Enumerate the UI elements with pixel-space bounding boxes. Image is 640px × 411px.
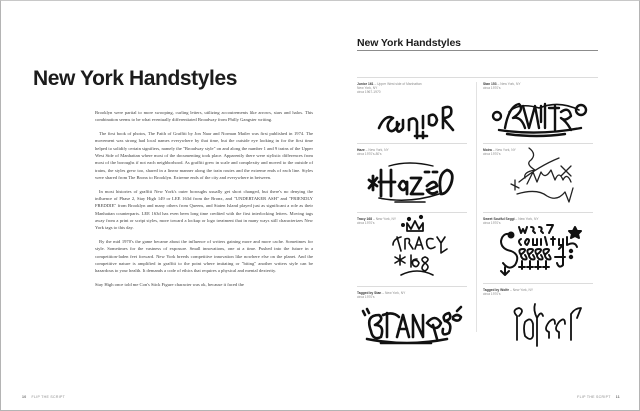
body-text (95, 109, 313, 295)
entry-rule (483, 212, 593, 213)
handstyle-tag-image (357, 303, 467, 347)
caption: Tagged by Stan – New York, NY circa 1970's (357, 291, 406, 300)
caption: Moira – New York, NY circa 1970's (483, 148, 516, 157)
paragraph: In most histories of graffiti New York's outer boroughs usually get short changed, but there's no denying the influence of Phase 2, Stay High 149 or LEE 163d from the Bronx, and "UNDERTAKER ASH" and "FRIENDLY FREDDIE" from Brooklyn and many others from Queens, and Staten Island played just as significant a role as their Manhattan counterparts. LEE 163d has even been long time credited with the first interlocking letters. Moving tags away from a print or script styles, more toward a lockup or logo treatment that in many ways still characterizes New York tags to this day. (95, 188, 313, 231)
column-divider (476, 82, 477, 332)
divider (357, 77, 598, 78)
paragraph: By the mid 1970's the game became about the influence of writers gaining more and more cache. Sometimes for style. Sometimes for the vastness of exposure. Small innovations, one at a time. Pushed into the future in a competition-laden feet forward. New York breeds competitive innovation like nowhere else on the planet. And the competitive nature is amplified in graffiti to the point where imitating or "biting" another writers style can be hazardous to your health. It demands a code of ethics that requires a physical and mental dexterity. (95, 238, 313, 274)
caption: Junior 161 – Upper West side of Manhattan New York, NY circa 1967-1970 (357, 82, 422, 95)
tag-entry (357, 148, 467, 156)
tag-entry (483, 217, 593, 225)
tag-entry (357, 291, 467, 299)
handstyle-tag-image (503, 144, 583, 208)
running-head: FLIP THE SCRIPT (577, 395, 611, 399)
handstyle-tag-image (509, 298, 589, 350)
caption: Haze – New York, NY circa 1970's-80's (357, 148, 389, 157)
tag-entry (483, 82, 593, 90)
handstyle-tag-image (489, 92, 594, 140)
caption: Tracy 168 – New York, NY circa 1970's (357, 217, 397, 226)
title-rule (357, 50, 598, 51)
tag-entry (483, 288, 593, 296)
section-title: New York Handstyles (357, 37, 461, 49)
caption: Tagged by Wolfe – New York, NY circa 1970's (483, 288, 534, 297)
paragraph: Brooklyn were partial to more swooping, curling letters, utilizing accoutrements like arrows, stars and halos. This combination seems to be what eventually differentiated Broadway from Philly Gangster writing. (95, 110, 313, 123)
entry-rule (357, 286, 467, 287)
page-number: 10 (22, 395, 27, 399)
caption: Stan 153 – New York, NY circa 1970's (483, 82, 521, 91)
entry-rule (483, 283, 593, 284)
folio-left (22, 395, 65, 399)
handstyle-tag-image (381, 211, 461, 281)
running-head: FLIP THE SCRIPT (31, 395, 66, 399)
paragraph: Stay High once told me Con's Stick Figure character was ok, because it faced the (95, 281, 244, 287)
left-page (1, 1, 321, 410)
entry-rule (357, 143, 467, 144)
handstyle-tag-image (495, 221, 587, 279)
right-page (321, 1, 640, 410)
tag-entry (483, 148, 593, 156)
page-number: 11 (615, 395, 620, 399)
tag-entry (357, 82, 467, 95)
caption: Sweet Soulful Seggi – New York, NY circa 1970's (483, 217, 539, 226)
handstyle-tag-image (375, 94, 470, 142)
tag-entry (357, 217, 467, 225)
paragraph: The first book of photos, The Faith of Graffiti by Jon Naar and Norman Mailer was first published in 1974. The movement was strong had local names everywhere by that time, but the outside eye looking in for the first time helped to solidify certain signifiers, namely the "Broadway style" on and along the number 1 and 9 trains of the Upper West Side of Manhattan where most of the documenting took place. Apparently there were stylistic differences from most of the boroughs if not each neighborhood. As graffiti grew in scale and complexity and moved to the outside of trains, the styles grew too, shared in a linear manner along the train routes and the extreme ends of each line. Styles were shared from The Bronx to Brooklyn. Extreme ends of the city and everywhere in between. (95, 131, 313, 180)
handstyle-tag-image (365, 158, 457, 204)
folio-right (577, 395, 620, 399)
page-title: New York Handstyles (33, 67, 238, 90)
